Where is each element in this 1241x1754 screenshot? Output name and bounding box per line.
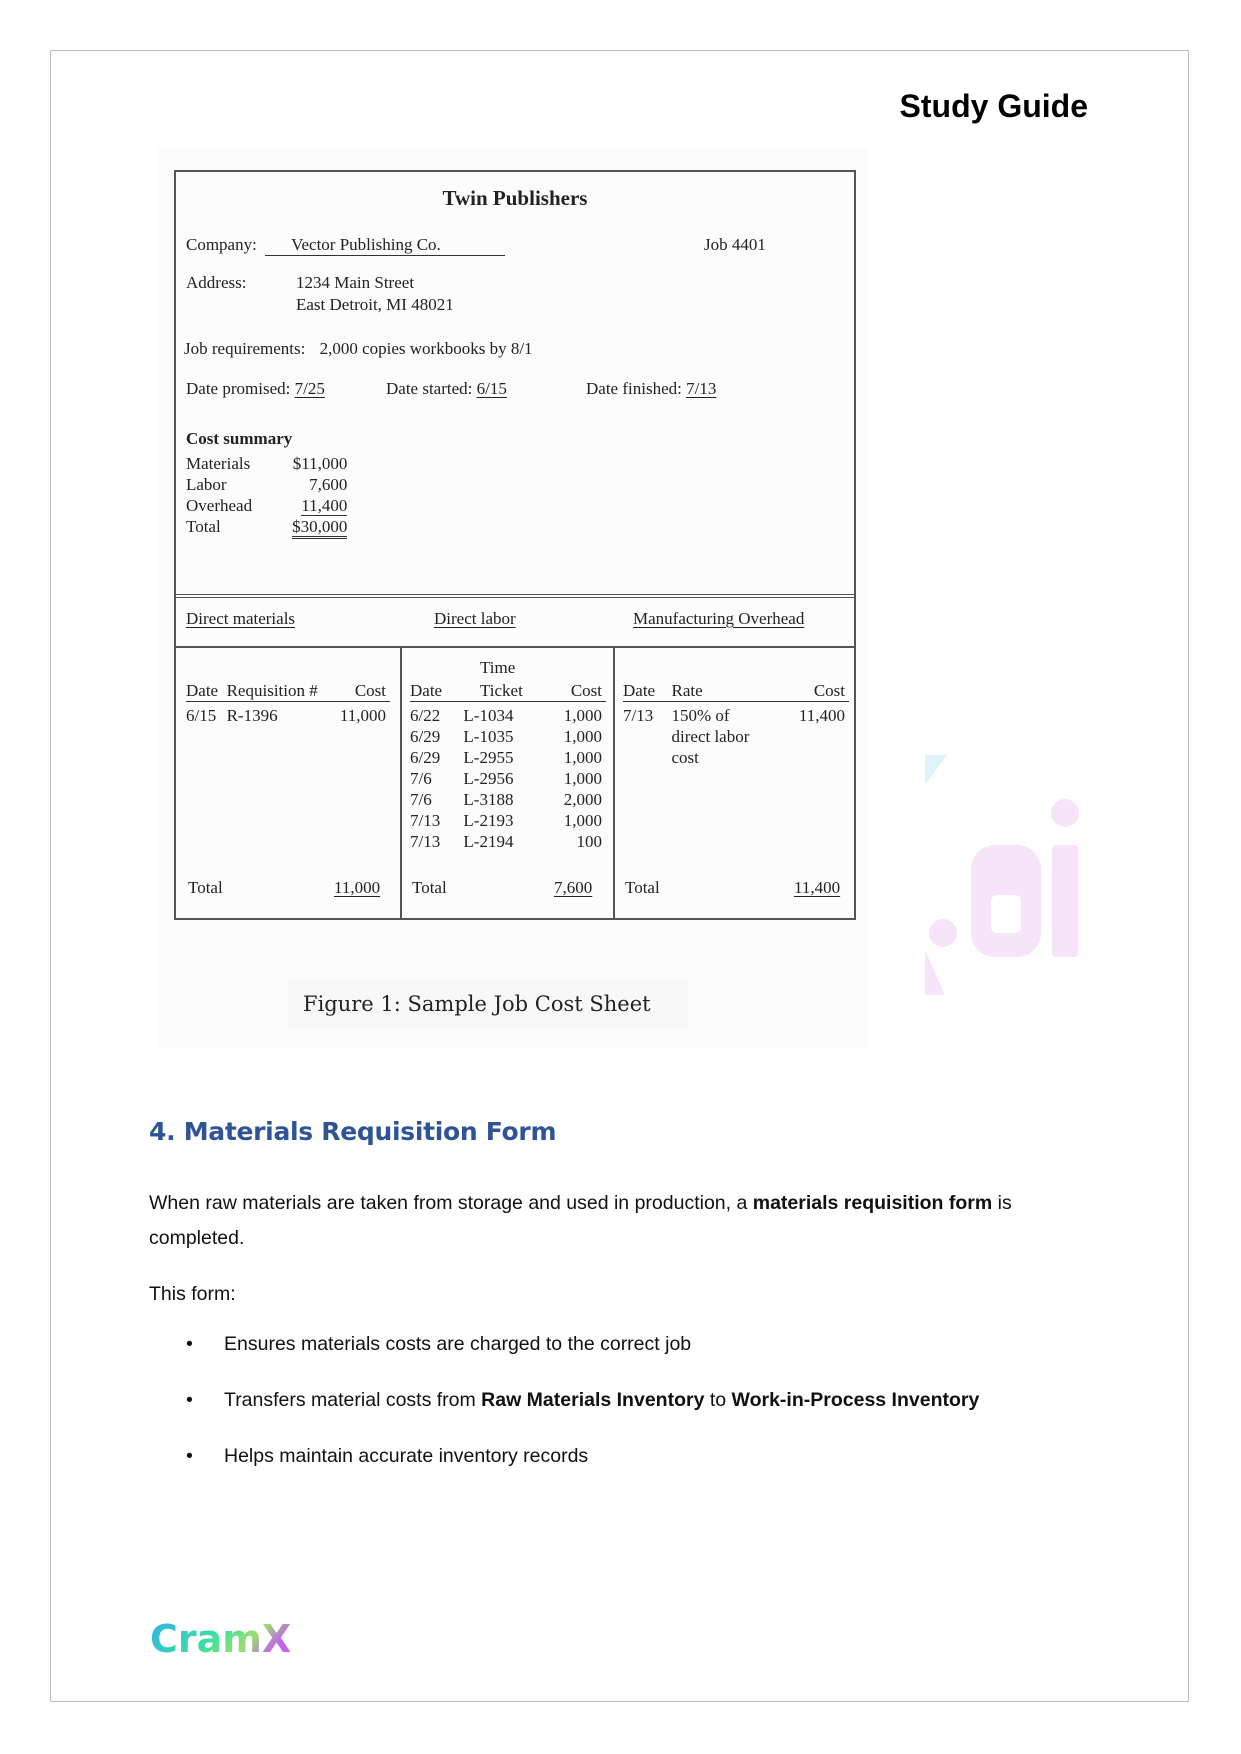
rate-line: 150% of	[671, 706, 730, 725]
direct-labor-table	[410, 680, 606, 852]
cost-label: Total	[186, 517, 221, 536]
lead-paragraph: This form:	[149, 1283, 236, 1305]
cost-summary-row	[186, 495, 347, 516]
cell-ticket: L-2956	[463, 769, 514, 788]
cost-label: Overhead	[186, 496, 253, 515]
cost-amount: 11,400	[301, 496, 348, 515]
cell-date: 6/29	[410, 748, 441, 767]
time-header-top: Time	[480, 658, 516, 677]
column-header: Date	[410, 680, 463, 702]
bullet-icon: •	[186, 1389, 193, 1411]
address-line2: East Detroit, MI 48021	[296, 295, 454, 314]
sheet-title: Twin Publishers	[442, 186, 588, 210]
cell-cost: 2,000	[563, 790, 602, 809]
date-finished-value: 7/13	[686, 379, 717, 398]
cell-requisition: R-1396	[226, 706, 278, 725]
column-header: Cost	[543, 680, 606, 702]
bullet-icon: •	[186, 1333, 193, 1355]
direct-materials-heading: Direct materials	[186, 609, 296, 628]
column-header: Rate	[672, 680, 782, 702]
sheet-bottom-line	[176, 918, 854, 920]
table-row	[410, 810, 606, 831]
column-divider	[400, 646, 402, 920]
column-header: Requisition #	[227, 680, 334, 702]
table-row	[410, 702, 606, 727]
table-row	[410, 789, 606, 810]
figure-caption: Figure 1: Sample Job Cost Sheet	[288, 978, 688, 1030]
address-label: Address:	[186, 273, 247, 292]
column-header: Cost	[334, 680, 390, 702]
cell-ticket: L-2194	[463, 832, 514, 851]
cell-date: 6/15	[186, 706, 217, 725]
cell-cost: 100	[576, 832, 602, 851]
cell-ticket: L-3188	[463, 790, 514, 809]
company-label: Company:	[186, 235, 257, 254]
cell-cost: 1,000	[563, 706, 602, 725]
cost-summary-row	[186, 453, 347, 474]
oh-total-value: 11,400	[794, 878, 841, 897]
overhead-table	[623, 680, 849, 768]
cost-label: Labor	[186, 475, 227, 494]
table-row	[410, 831, 606, 852]
section-divider	[176, 594, 854, 598]
cell-cost: 1,000	[563, 727, 602, 746]
job-requirements-row	[184, 339, 533, 359]
cost-amount: $11,000	[292, 454, 348, 473]
date-finished-row	[586, 379, 716, 399]
cell-cost: 11,400	[798, 706, 845, 725]
cost-label: Materials	[186, 454, 251, 473]
list-item	[186, 1389, 979, 1412]
address-line1: 1234 Main Street	[296, 273, 415, 292]
oh-total-label: Total	[625, 878, 660, 897]
company-row	[186, 235, 505, 256]
list-item-bold: Raw Materials Inventory	[481, 1389, 705, 1411]
subheader-divider	[176, 646, 854, 648]
cost-summary-table	[186, 453, 347, 537]
job-requirements-value: 2,000 copies workbooks by 8/1	[319, 339, 533, 358]
rate-line: cost	[671, 748, 699, 767]
column-header: Cost	[782, 680, 849, 702]
cost-total: $30,000	[292, 517, 347, 539]
table-row	[186, 702, 390, 727]
dl-total-value: 7,600	[554, 878, 593, 897]
list-item-text: Transfers material costs from	[224, 1389, 482, 1411]
cell-cost: 1,000	[563, 748, 602, 767]
job-number: Job 4401	[704, 235, 766, 254]
table-row	[410, 726, 606, 747]
cell-date: 7/6	[410, 769, 432, 788]
intro-text-end: is completed.	[149, 1192, 1012, 1249]
job-cost-sheet	[174, 170, 856, 920]
logo-text: CramX	[150, 1617, 292, 1661]
table-row	[410, 768, 606, 789]
direct-materials-table	[186, 680, 390, 726]
list-item-text: Helps maintain accurate inventory records	[224, 1445, 589, 1467]
column-header: Date	[186, 680, 227, 702]
cell-date: 7/13	[410, 811, 441, 830]
column-header: Ticket	[463, 680, 543, 702]
table-row	[623, 702, 849, 769]
dm-total-value: 11,000	[334, 878, 381, 897]
cost-summary-title: Cost summary	[186, 429, 293, 448]
company-value: Vector Publishing Co.	[265, 235, 505, 256]
date-promised-value: 7/25	[294, 379, 325, 398]
table-row	[410, 747, 606, 768]
list-item	[186, 1445, 588, 1468]
cell-ticket: L-2193	[463, 811, 514, 830]
cost-summary-row	[186, 474, 347, 495]
dm-total-label: Total	[188, 878, 223, 897]
manufacturing-overhead-heading: Manufacturing Overhead	[633, 609, 805, 628]
cell-ticket: L-2955	[463, 748, 514, 767]
watermark-ai-logo	[925, 755, 1085, 995]
section-heading: 4. Materials Requisition Form	[149, 1117, 557, 1146]
cell-ticket: L-1035	[463, 727, 514, 746]
cell-date: 6/29	[410, 727, 441, 746]
cell-date: 7/6	[410, 790, 432, 809]
cell-cost: 1,000	[563, 811, 602, 830]
cramx-logo	[150, 1612, 300, 1662]
column-header: Date	[623, 680, 672, 702]
list-item-text: to	[704, 1389, 732, 1411]
list-item	[186, 1333, 691, 1356]
list-item-text: Ensures materials costs are charged to the correct job	[224, 1333, 692, 1355]
date-finished-label: Date finished:	[586, 379, 682, 398]
intro-paragraph	[149, 1186, 1089, 1256]
cell-rate	[672, 702, 782, 769]
cell-date: 6/22	[410, 706, 441, 725]
cost-summary-row	[186, 516, 347, 537]
date-promised-label: Date promised:	[186, 379, 291, 398]
direct-labor-heading: Direct labor	[434, 609, 516, 628]
cell-date: 7/13	[623, 706, 654, 725]
date-started-row	[386, 379, 507, 399]
intro-text: When raw materials are taken from storage and used in production, a	[149, 1192, 753, 1214]
job-requirements-label: Job requirements:	[184, 339, 306, 358]
cell-cost: 11,000	[339, 706, 386, 725]
cell-date: 7/13	[410, 832, 441, 851]
date-started-value: 6/15	[476, 379, 507, 398]
intro-bold-term: materials requisition form	[752, 1192, 993, 1214]
cell-cost: 1,000	[563, 769, 602, 788]
date-promised-row	[186, 379, 325, 399]
date-started-label: Date started:	[386, 379, 473, 398]
bullet-icon: •	[186, 1445, 193, 1467]
list-item-bold: Work-in-Process Inventory	[731, 1389, 980, 1411]
cell-ticket: L-1034	[463, 706, 514, 725]
rate-line: direct labor	[671, 727, 750, 746]
cost-amount: 7,600	[309, 475, 348, 494]
page-title: Study Guide	[899, 88, 1088, 124]
column-divider	[613, 646, 615, 920]
dl-total-label: Total	[412, 878, 447, 897]
